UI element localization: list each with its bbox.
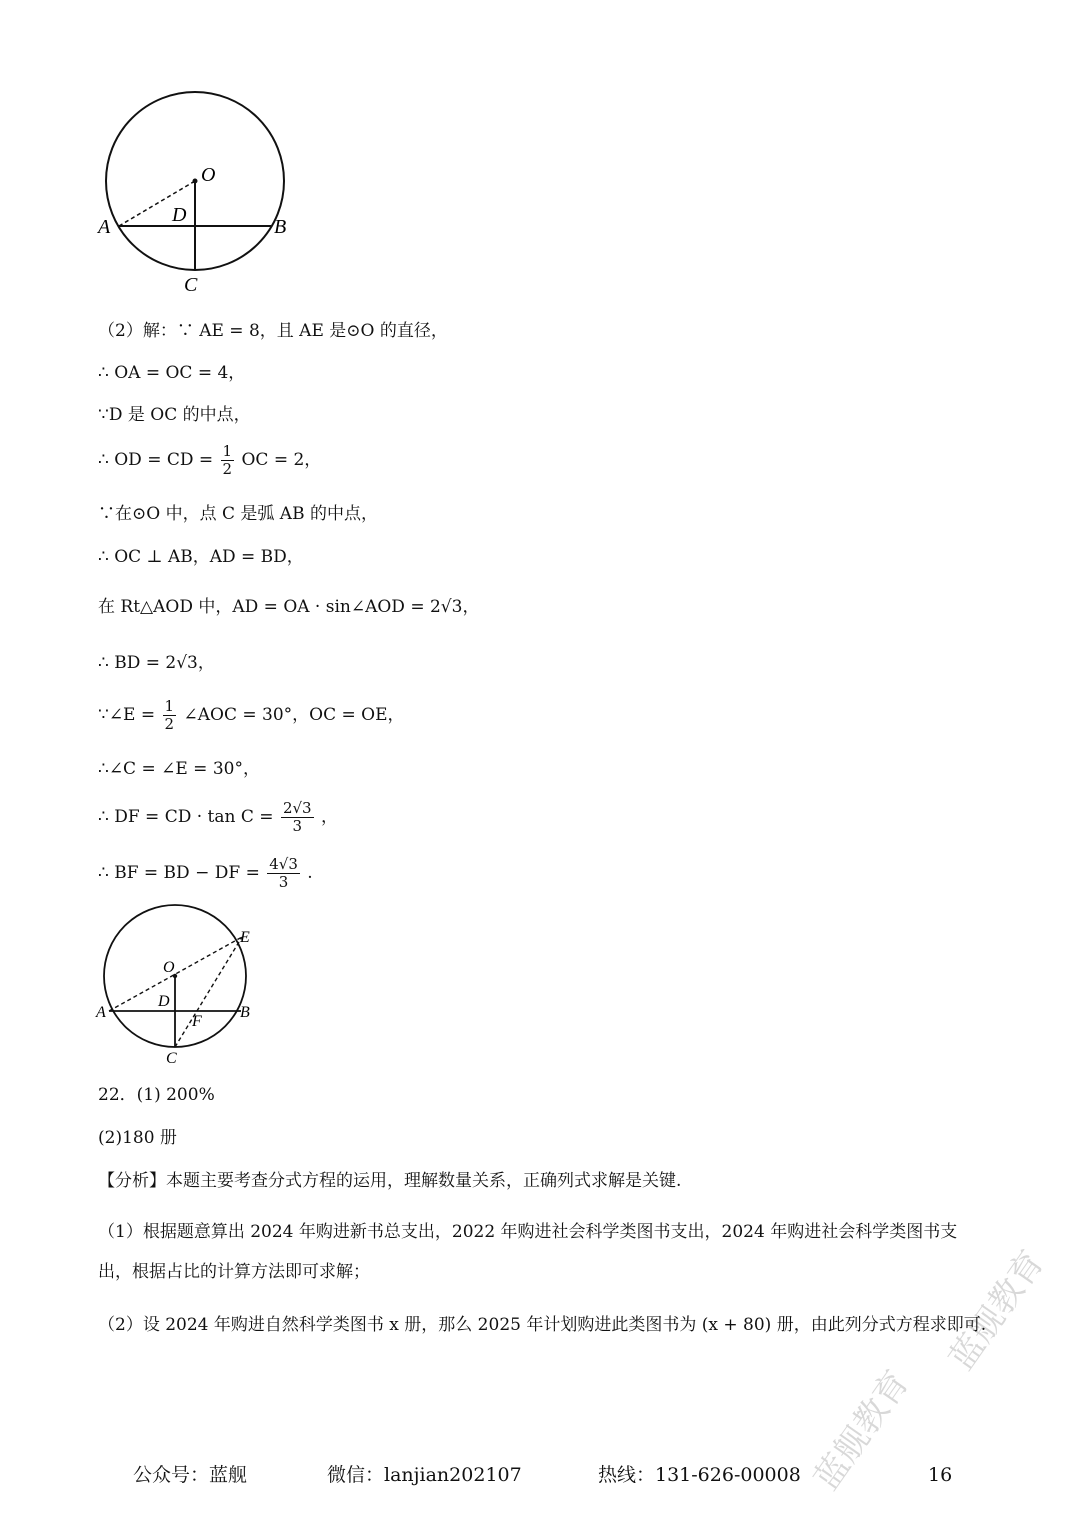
- label-b-2: B: [240, 1004, 250, 1021]
- q22-analysis: 【分析】本题主要考查分式方程的运用，理解数量关系，正确列式求解是关键.: [98, 1171, 682, 1191]
- solution-line-8: ∴ BD = 2√3，: [98, 653, 215, 673]
- solution-line-7: 在 Rt△AOD 中，AD = OA · sin∠AOD = 2√3，: [98, 597, 480, 617]
- fraction-one-half-2: $\frac{1}{2}$: [164, 697, 175, 733]
- q22-answer-2: (2)180 册: [98, 1128, 177, 1148]
- line4-post: OC = 2，: [241, 450, 322, 470]
- solution-line-12: [98, 856, 313, 891]
- solution-line-5: ∵在⊙O 中，点 C 是弧 AB 的中点，: [98, 504, 378, 524]
- chord-ce-dashed: [175, 937, 242, 1047]
- page-number: 16: [928, 1464, 953, 1486]
- center-point: [193, 179, 198, 184]
- q22-answer-1: 22．(1) 200%: [98, 1085, 215, 1105]
- line12-pre: ∴ BF = BD − DF =: [98, 863, 260, 883]
- q22-part-2: （2）设 2024 年购进自然科学类图书 x 册，那么 2025 年计划购进此类图书为 (x + 80) 册，由此列分式方程求即可.: [98, 1315, 987, 1335]
- line4-pre: ∴ OD = CD =: [98, 450, 214, 470]
- line9-post: ∠AOC = 30°，OC = OE，: [183, 705, 405, 725]
- label-f-2: F: [192, 1013, 202, 1030]
- label-a: A: [98, 216, 111, 238]
- label-d: D: [172, 204, 187, 226]
- circle-figure-1: [90, 88, 310, 298]
- label-c: C: [184, 274, 198, 296]
- solution-line-6: ∴ OC ⊥ AB，AD = BD，: [98, 547, 304, 567]
- solution-line-4: [98, 443, 321, 478]
- label-o-2: O: [163, 959, 175, 976]
- fraction-4sqrt3-over-3: $\frac{4√3}{3}$: [269, 855, 298, 891]
- label-a-2: A: [96, 1004, 106, 1021]
- solution-line-9: [98, 698, 404, 733]
- solution-line-2: ∴ OA = OC = 4，: [98, 363, 246, 383]
- label-e-2: E: [240, 929, 250, 946]
- watermark-1: 蓝舰教育: [806, 1363, 918, 1498]
- fraction-one-half-1: $\frac{1}{2}$: [222, 442, 233, 478]
- line12-post: .: [307, 863, 313, 883]
- footer-public-account: 公众号：蓝舰: [133, 1464, 248, 1486]
- solution-line-11: [98, 800, 338, 835]
- footer-hotline: 热线：131-626-00008: [598, 1464, 801, 1486]
- label-o: O: [201, 164, 216, 186]
- label-c-2: C: [166, 1050, 177, 1067]
- label-d-2: D: [158, 993, 170, 1010]
- line11-post: ，: [321, 807, 338, 827]
- solution-line-3: ∵D 是 OC 的中点，: [98, 405, 251, 425]
- footer-wechat: 微信：lanjian202107: [327, 1464, 522, 1486]
- circle-figure-2: [90, 900, 270, 1070]
- line9-pre: ∵∠E =: [98, 705, 156, 725]
- q22-part-1: （1）根据题意算出 2024 年购进新书总支出，2022 年购进社会科学类图书支出，2024 年购进社会科学类图书支出，根据占比的计算方法即可求解；: [98, 1222, 958, 1282]
- label-b: B: [274, 216, 287, 238]
- solution-line-1: （2）解：∵ AE = 8，且 AE 是⊙O 的直径，: [98, 321, 448, 341]
- solution-line-10: ∴∠C = ∠E = 30°，: [98, 759, 260, 779]
- watermark-2: 蓝舰教育: [941, 1243, 1053, 1378]
- line11-pre: ∴ DF = CD · tan C =: [98, 807, 274, 827]
- fraction-2sqrt3-over-3: $\frac{2√3}{3}$: [282, 799, 312, 835]
